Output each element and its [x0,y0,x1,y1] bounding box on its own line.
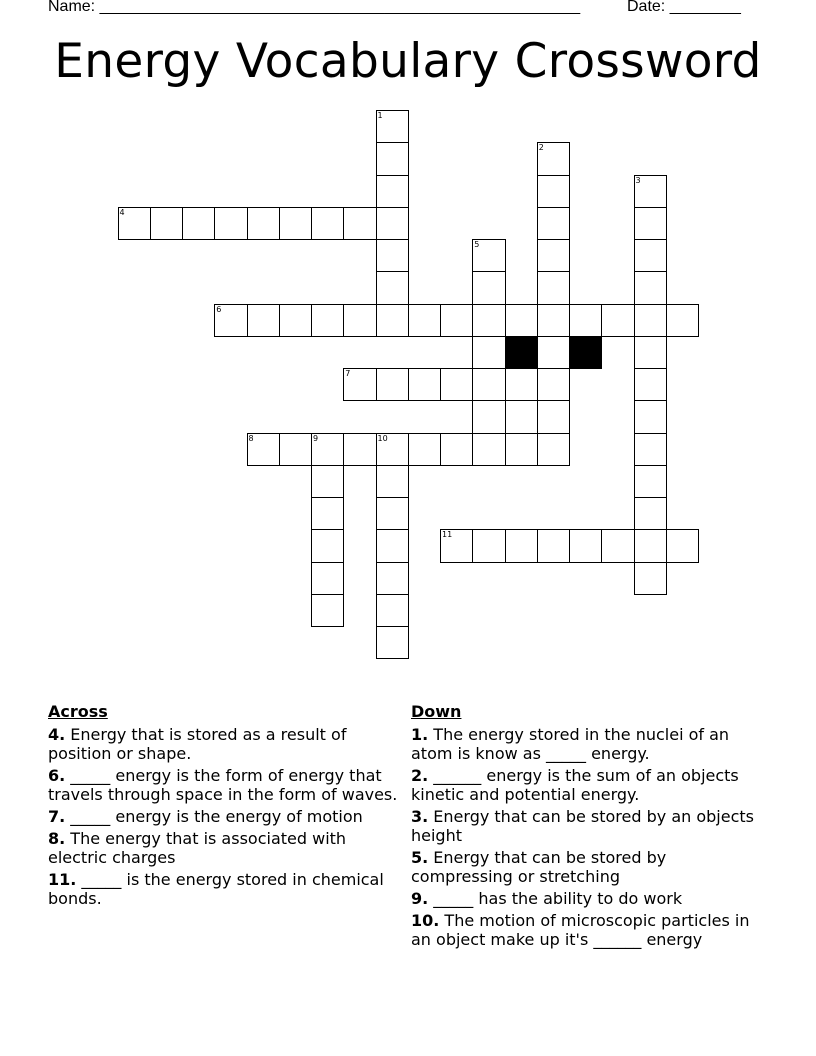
grid-cell[interactable] [601,304,634,337]
across-clue [48,725,400,763]
grid-cell[interactable] [376,207,409,240]
clue-text: ______ energy is the sum of an objects kinetic and potential energy. [411,766,739,804]
down-clue [411,725,771,763]
grid-cell[interactable] [634,497,667,530]
grid-cell[interactable] [247,433,280,466]
grid-cell[interactable] [376,368,409,401]
grid-cell[interactable] [634,175,667,208]
across-clue [48,870,400,908]
grid-cell[interactable] [601,529,634,562]
grid-cell[interactable] [472,433,505,466]
grid-cell[interactable] [537,207,570,240]
clue-label-number: 11. [48,870,77,889]
clue-text: Energy that can be stored by compressing or stretching [411,848,667,886]
grid-cell[interactable] [214,304,247,337]
grid-cell[interactable] [666,529,699,562]
clue-text: _____ is the energy stored in chemical bonds. [48,870,384,908]
grid-cell[interactable] [376,594,409,627]
clue-label-number: 10. [411,911,440,930]
clue-label-number: 2. [411,766,429,785]
across-heading: Across [48,702,108,721]
clue-label-number: 5. [411,848,429,867]
down-clues [411,702,771,952]
grid-cell[interactable] [311,207,344,240]
grid-cell[interactable] [634,239,667,272]
grid-cell[interactable] [343,368,376,401]
across-clues [48,702,400,911]
grid-cell[interactable] [408,304,441,337]
grid-cell[interactable] [376,562,409,595]
grid-cell[interactable] [634,368,667,401]
grid-cell[interactable] [472,239,505,272]
grid-cell[interactable] [408,368,441,401]
clue-number: 4 [119,207,125,217]
grid-cell[interactable] [505,433,538,466]
grid-cell[interactable] [472,304,505,337]
grid-cell[interactable] [505,529,538,562]
page-title: Energy Vocabulary Crossword [54,34,762,89]
grid-cell[interactable] [440,433,473,466]
clue-number: 3 [635,175,641,185]
grid-cell[interactable] [376,433,409,466]
grid-cell[interactable] [279,304,312,337]
grid-cell[interactable] [634,336,667,369]
grid-cell[interactable] [537,529,570,562]
grid-cell[interactable] [279,207,312,240]
grid-cell[interactable] [376,239,409,272]
grid-cell[interactable] [634,304,667,337]
grid-cell[interactable] [440,368,473,401]
grid-cell[interactable] [472,529,505,562]
down-clue [411,807,771,845]
clue-text: The motion of microscopic particles in an object make up it's ______ energy [411,911,750,949]
grid-cell[interactable] [311,497,344,530]
grid-cell[interactable] [634,400,667,433]
grid-cell[interactable] [569,529,602,562]
down-clue [411,889,771,908]
down-clue [411,766,771,804]
grid-cell[interactable] [537,175,570,208]
grid-cell[interactable] [279,433,312,466]
grid-cell[interactable] [311,562,344,595]
grid-cell[interactable] [537,304,570,337]
grid-cell[interactable] [472,400,505,433]
clue-label-number: 8. [48,829,66,848]
grid-cell[interactable] [182,207,215,240]
clue-label-number: 3. [411,807,429,826]
clue-label-number: 1. [411,725,429,744]
grid-cell[interactable] [376,142,409,175]
grid-cell[interactable] [343,207,376,240]
clue-label-number: 4. [48,725,66,744]
down-clue [411,911,771,949]
grid-cell[interactable] [440,304,473,337]
grid-cell[interactable] [634,207,667,240]
grid-cell[interactable] [214,207,247,240]
grid-cell[interactable] [634,562,667,595]
across-clue [48,829,400,867]
across-clue [48,766,400,804]
grid-cell[interactable] [311,304,344,337]
grid-cell[interactable] [376,175,409,208]
grid-cell[interactable] [634,529,667,562]
clue-text: _____ has the ability to do work [428,889,683,908]
grid-cell[interactable] [634,433,667,466]
clue-number: 8 [248,433,254,443]
clue-label-number: 9. [411,889,429,908]
grid-cell[interactable] [634,271,667,304]
grid-cell[interactable] [472,368,505,401]
grid-cell[interactable] [408,433,441,466]
clue-number: 7 [345,369,351,378]
clue-text: Energy that is stored as a result of position or shape. [48,725,347,763]
grid-cell[interactable] [505,368,538,401]
grid-cell[interactable] [537,142,570,175]
grid-cell[interactable] [376,529,409,562]
grid-cell[interactable] [247,304,280,337]
across-clue [48,807,400,826]
clue-text: _____ energy is the form of energy that travels through space in the form of waves. [48,766,398,804]
grid-cell[interactable] [343,304,376,337]
grid-cell[interactable] [376,271,409,304]
clue-number: 9 [313,433,319,443]
grid-cell[interactable] [537,400,570,433]
clue-number: 11 [442,530,453,540]
grid-cell[interactable] [440,529,473,562]
grid-cell[interactable] [376,465,409,498]
clue-text: The energy that is associated with electric charges [48,829,347,867]
grid-cell[interactable] [376,304,409,337]
grid-cell[interactable] [666,304,699,337]
name-field-label: Name: ______________________________________________________ [48,0,581,15]
grid-cell[interactable] [311,465,344,498]
grid-cell[interactable] [569,304,602,337]
clue-text: _____ energy is the energy of motion [65,807,363,826]
grid-cell[interactable] [311,529,344,562]
clue-label-number: 7. [48,807,66,826]
date-field-label: Date: ________ [627,0,741,15]
grid-cell[interactable] [537,433,570,466]
grid-cell[interactable] [537,239,570,272]
grid-cell[interactable] [505,304,538,337]
clue-label-number: 6. [48,766,66,785]
down-clue-list [411,725,771,949]
clue-number: 6 [216,304,222,314]
clue-number: 10 [377,433,388,443]
black-square [569,336,602,369]
grid-cell[interactable] [537,368,570,401]
grid-cell[interactable] [311,594,344,627]
grid-cell[interactable] [472,336,505,369]
grid-cell[interactable] [537,271,570,304]
grid-cell[interactable] [472,271,505,304]
grid-cell[interactable] [118,207,151,240]
clue-text: Energy that can be stored by an objects height [411,807,754,845]
down-clue [411,848,771,886]
grid-cell[interactable] [537,336,570,369]
grid-cell[interactable] [376,110,409,143]
black-square [505,336,538,369]
grid-cell[interactable] [311,433,344,466]
clue-number: 5 [474,240,480,249]
grid-cell[interactable] [343,433,376,466]
clue-text: The energy stored in the nuclei of an atom is know as _____ energy. [411,725,730,763]
clue-number: 1 [377,111,383,120]
grid-cell[interactable] [376,626,409,659]
clue-number: 2 [538,143,544,153]
grid-cell[interactable] [634,465,667,498]
grid-cell[interactable] [247,207,280,240]
down-heading: Down [411,702,462,721]
grid-cell[interactable] [150,207,183,240]
grid-cell[interactable] [376,497,409,530]
across-clue-list [48,725,400,908]
